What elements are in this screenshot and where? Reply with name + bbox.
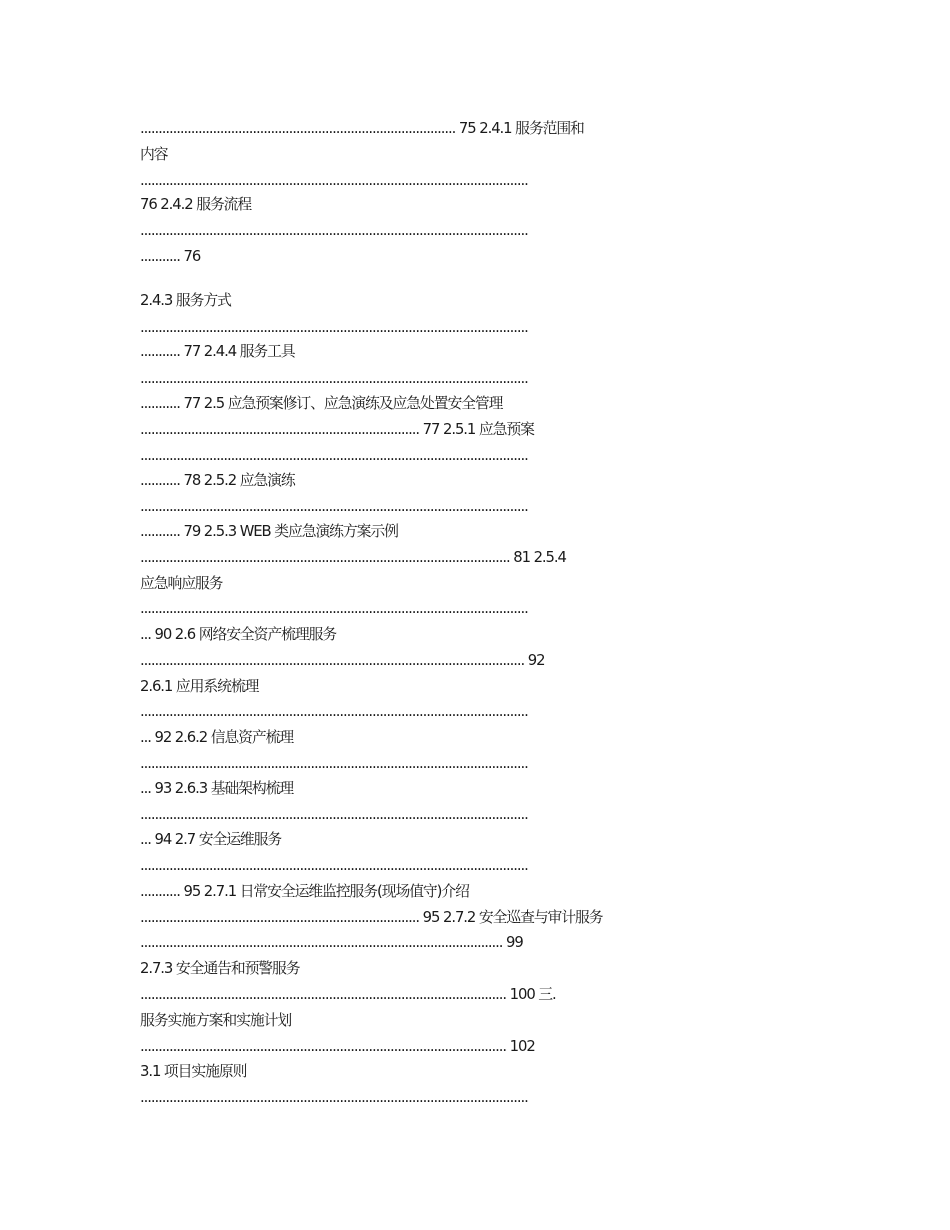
toc-line: ... 92 2.6.2 信息资产梳理 [140, 728, 294, 746]
toc-line: ........................................................................................................... [140, 805, 528, 823]
toc-line: ........................................................................................................... [140, 446, 528, 464]
toc-line: ........... 79 2.5.3 WEB 类应急演练方案示例 [140, 522, 398, 540]
toc-line: 2.6.1 应用系统梳理 [140, 677, 259, 695]
toc-line: 3.1 项目实施原则 [140, 1062, 247, 1080]
toc-line: ........... 78 2.5.2 应急演练 [140, 471, 295, 489]
toc-line: .................................................................................................... 99 [140, 933, 523, 951]
toc-line: 76 2.4.2 服务流程 [140, 195, 252, 213]
toc-line: ..................................................................................................... 102 [140, 1037, 535, 1055]
toc-line: 2.7.3 安全通告和预警服务 [140, 959, 300, 977]
toc-line: ........................................................................................................... [140, 1088, 528, 1106]
toc-line: ........... 76 [140, 247, 201, 265]
toc-line: ... 93 2.6.3 基础架构梳理 [140, 779, 294, 797]
toc-line: ........................................................................................................... [140, 856, 528, 874]
toc-line: .......................................................................................................... 92 [140, 651, 545, 669]
toc-line: ............................................................................. 95 2.7.2 安全巡查与审计服务 [140, 908, 603, 926]
toc-line: ........... 77 2.4.4 服务工具 [140, 342, 295, 360]
toc-line: ....................................................................................... 75 2.4.1 服务范围和 [140, 119, 584, 137]
toc-line: ........................................................................................................... [140, 318, 528, 336]
toc-line: ........................................................................................................... [140, 599, 528, 617]
toc-line: ........................................................................................................... [140, 369, 528, 387]
toc-line: ........................................................................................................... [140, 702, 528, 720]
toc-line: ............................................................................. 77 2.5.1 应急预案 [140, 420, 534, 438]
toc-line: ...................................................................................................... 81 2.5.4 [140, 548, 566, 566]
toc-line: ..................................................................................................... 100 三. [140, 985, 556, 1003]
toc-line: ........... 95 2.7.1 日常安全运维监控服务(现场值守)介绍 [140, 882, 469, 900]
toc-line: 服务实施方案和实施计划 [140, 1011, 292, 1029]
toc-line: ... 90 2.6 网络安全资产梳理服务 [140, 625, 337, 643]
toc-line: ........................................................................................................... [140, 754, 528, 772]
toc-line: ........................................................................................................... [140, 171, 528, 189]
toc-line: ... 94 2.7 安全运维服务 [140, 830, 282, 848]
toc-line: 2.4.3 服务方式 [140, 291, 231, 309]
toc-line: ........... 77 2.5 应急预案修订、应急演练及应急处置安全管理 [140, 394, 503, 412]
toc-line: 内容 [140, 145, 168, 163]
toc-line: ........................................................................................................... [140, 221, 528, 239]
toc-line: ........................................................................................................... [140, 497, 528, 515]
toc-line: 应急响应服务 [140, 574, 223, 592]
